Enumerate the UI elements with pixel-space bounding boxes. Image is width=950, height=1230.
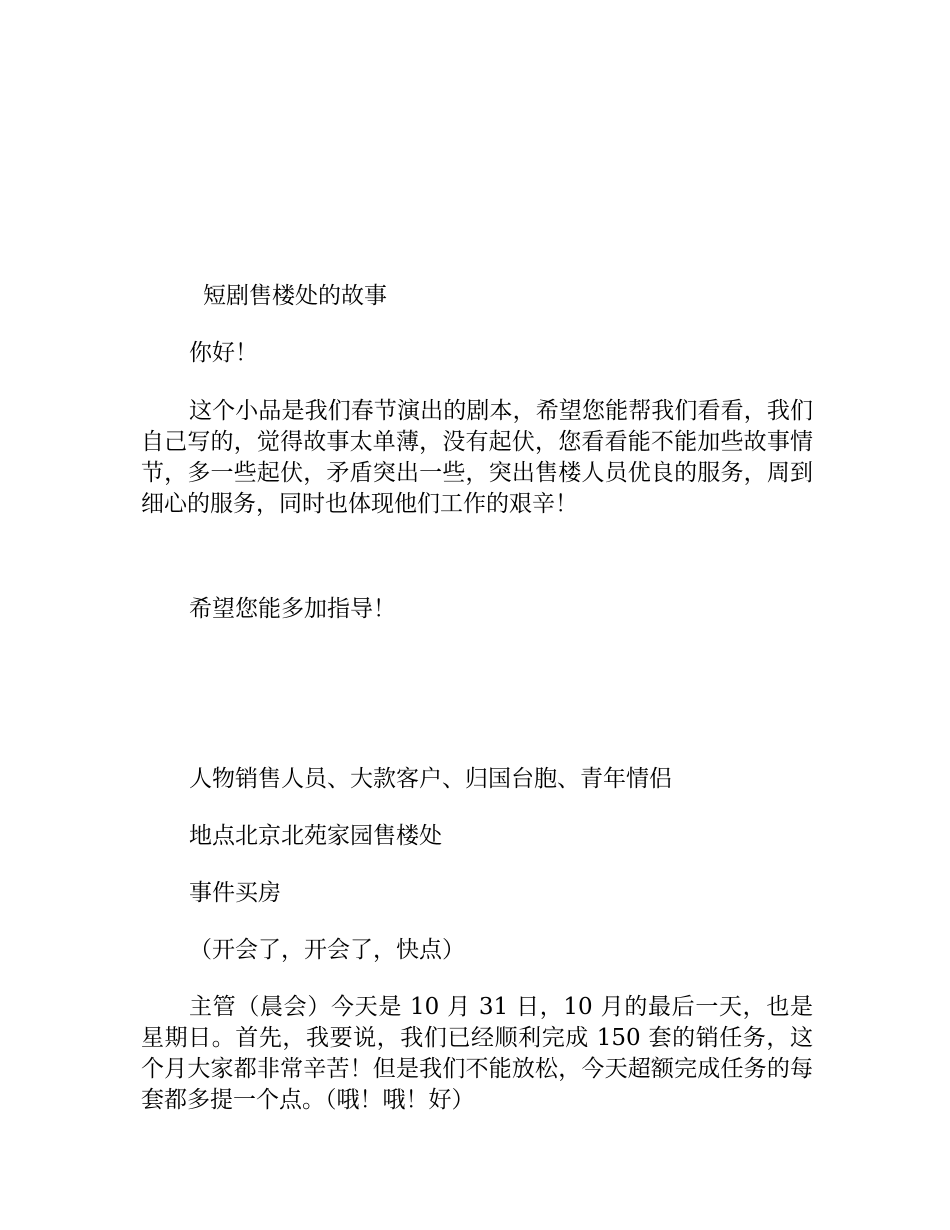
event-line: 事件买房	[189, 880, 281, 906]
request-paragraph: 希望您能多加指导！	[189, 596, 396, 622]
intro-paragraph: 这个小品是我们春节演出的剧本，希望您能帮我们看看，我们自己写的，觉得故事太单薄，没有起伏，您看看能不能加些故事情节，多一些起伏，矛盾突出一些，突出售楼人员优良的服务，周到细心的服务，同时也体现他们工作的艰辛！	[141, 398, 813, 517]
characters-line: 人物销售人员、大款客户、归国台胞、青年情侣	[189, 766, 672, 792]
supervisor-dialogue: 主管（晨会）今天是 10 月 31 日，10 月的最后一天，也是星期日。首先，我要说，我们已经顺利完成 150 套的销任务，这个月大家都非常辛苦！但是我们不能放松，今天超额完成任务的每套都多提一个点。（哦！哦！好）	[141, 994, 813, 1113]
stage-direction: （开会了，开会了，快点）	[189, 937, 465, 963]
document-title: 短剧售楼处的故事	[203, 283, 387, 309]
location-line: 地点北京北苑家园售楼处	[189, 823, 442, 849]
greeting-paragraph: 你好！	[189, 340, 258, 366]
